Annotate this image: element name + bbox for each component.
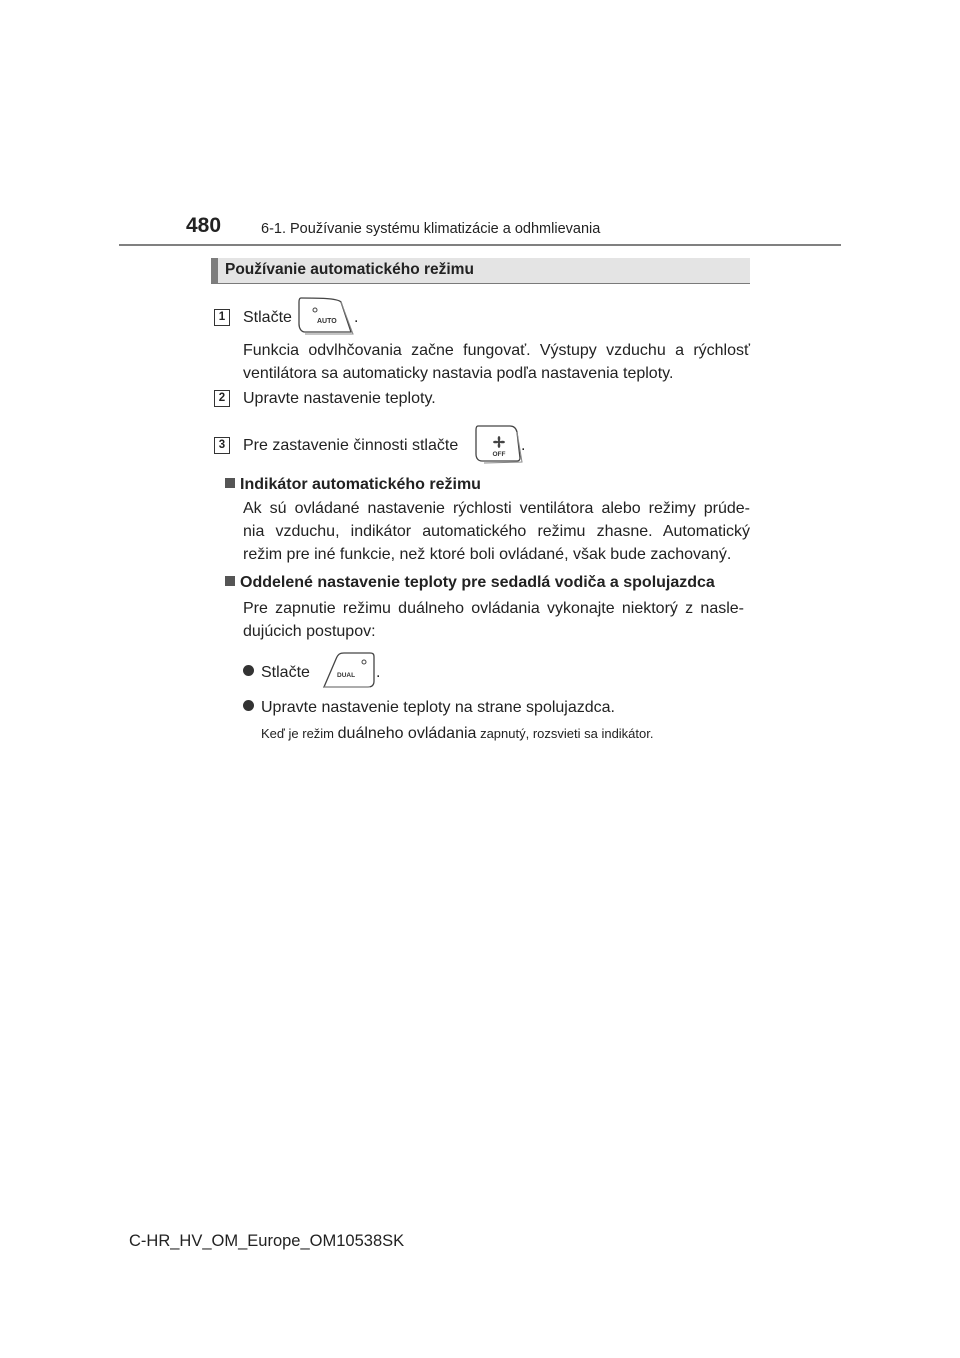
- dual-bullet-1-after: .: [376, 664, 381, 681]
- step-3-text-before: Pre zastavenie činnosti stlačte: [243, 437, 459, 454]
- page-number: 480: [186, 214, 222, 237]
- indicator-line-2: nia vzduchu, indikátor automatického režimu zhasne. Automatický: [243, 523, 750, 540]
- header-rule: [119, 244, 841, 246]
- dual-line-1: Pre zapnutie režimu duálneho ovládania vykonajte niektorý z nasle-: [243, 600, 744, 617]
- step-1-note-line-2: ventilátora sa automaticky nastavia podľa nastavenia teploty.: [243, 365, 674, 382]
- step-number-2: 2: [214, 390, 230, 407]
- step-number-3: 3: [214, 437, 230, 454]
- step-1-text-before: Stlačte: [243, 309, 292, 326]
- auto-button-icon: [297, 296, 355, 336]
- indicator-line-3: režim pre iné funkcie, než ktoré boli ovládané, však bude zachovaný.: [243, 546, 732, 563]
- dual-button-icon: [322, 651, 376, 689]
- dual-bullet-1-text: Stlačte: [261, 664, 310, 681]
- square-bullet-icon: [225, 478, 235, 488]
- round-bullet-icon: [243, 665, 254, 676]
- footer-document-id: C-HR_HV_OM_Europe_OM10538SK: [129, 1232, 405, 1250]
- dual-note-part-2: duálneho ovládania: [337, 725, 477, 742]
- banner-title: Používanie automatického režimu: [225, 261, 474, 278]
- step-1-note-line-1: Funkcia odvlhčovania začne fungovať. Výstupy vzduchu a rýchlosť: [243, 342, 750, 359]
- auto-button-label: AUTO: [317, 318, 337, 325]
- off-button-label: OFF: [492, 451, 506, 458]
- dual-bullet-1: [243, 664, 310, 682]
- square-bullet-icon: [225, 576, 235, 586]
- step-number-1: 1: [214, 309, 230, 326]
- section-title: 6-1. Používanie systému klimatizácie a odhmlievania: [261, 221, 601, 237]
- dual-button-label: DUAL: [337, 672, 356, 679]
- indicator-line-1: Ak sú ovládané nastavenie rýchlosti ventilátora alebo režimy prúde-: [243, 500, 750, 517]
- step-1-text: [243, 309, 292, 327]
- section-banner: [211, 258, 750, 284]
- dual-line-2: dujúcich postupov:: [243, 623, 376, 640]
- indicator-heading-text: Indikátor automatického režimu: [240, 476, 481, 493]
- dual-bullet-2-text: Upravte nastavenie teploty na strane spolujazdca.: [261, 699, 615, 716]
- dual-note: [261, 725, 653, 743]
- dual-bullet-2: [243, 699, 615, 717]
- step-3-text-after: .: [521, 437, 526, 454]
- dual-note-part-1: Keď je režim: [261, 726, 335, 741]
- dual-heading: [225, 574, 715, 592]
- dual-heading-text: Oddelené nastavenie teploty pre sedadlá vodiča a spolujazdca: [240, 574, 715, 591]
- step-1-text-after: .: [354, 309, 359, 326]
- fan-icon: [493, 436, 505, 448]
- dual-note-part-3: zapnutý, rozsvieti sa indikátor.: [480, 726, 654, 741]
- banner-accent-bar: [211, 258, 218, 283]
- indicator-heading: [225, 476, 481, 494]
- step-2-text: Upravte nastavenie teploty.: [243, 390, 436, 407]
- round-bullet-icon: [243, 700, 254, 711]
- off-button-icon: [474, 424, 524, 464]
